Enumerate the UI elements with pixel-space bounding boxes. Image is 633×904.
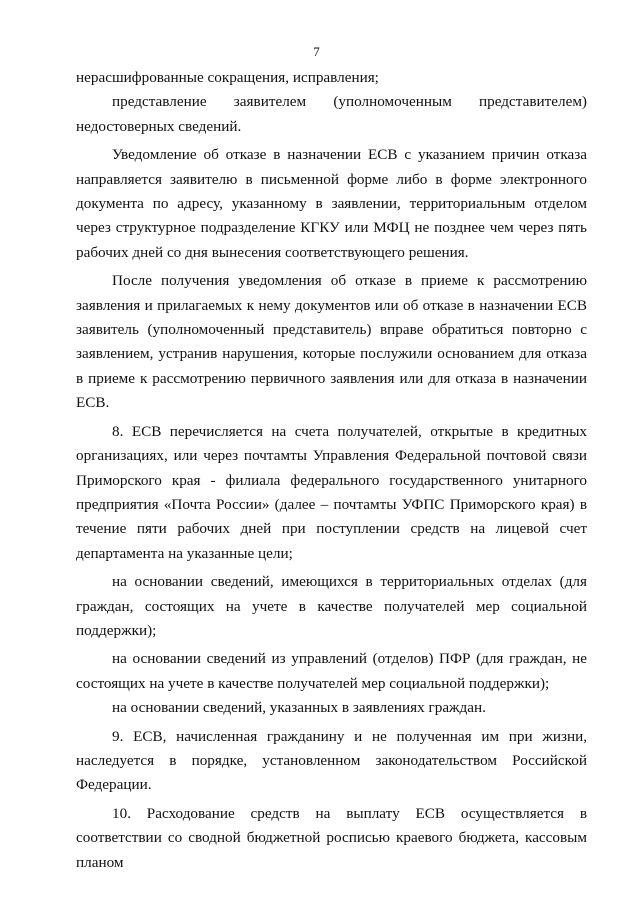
paragraph: Уведомление об отказе в назначении ЕСВ с указанием причин отказа направляется заявителю в письменной форме либо в форме электронного документа по адресу, указанному в заявлении, территориальным отделом через структурное подразделение КГКУ или МФЦ не позднее чем через пять рабочих дней со дня вынесения соответствующего решения. <box>76 146 587 261</box>
paragraph: нерасшифрованные сокращения, исправления; <box>76 69 379 86</box>
page-number: 7 <box>313 44 320 59</box>
paragraph: 8. ЕСВ перечисляется на счета получателей, открытые в кредитных организациях, или через почтамты Управления Федеральной почтовой связи Приморского края - филиала федерального государственного унитарного предприятия «Почта России» (далее – почтамты УФПС Приморского края) в течение пяти рабочих дней при поступлении средств на лицевой счет департамента на указанные цели; <box>76 422 587 562</box>
paragraph: на основании сведений из управлений (отделов) ПФР (для граждан, не состоящих на учете в качестве получателей мер социальной поддержки); <box>76 650 587 692</box>
paragraph: 10. Расходование средств на выплату ЕСВ осуществляется в соответствии со сводной бюджетной росписью краевого бюджета, кассовым планом <box>76 804 587 871</box>
paragraph: 9. ЕСВ, начисленная гражданину и не полученная им при жизни, наследуется в порядке, установленном законодательством Российской Федерации. <box>76 727 587 794</box>
paragraph: После получения уведомления об отказе в приеме к рассмотрению заявления и прилагаемых к нему документов или об отказе в назначении ЕСВ заявитель (уполномоченный представитель) вправе обратиться повторно с заявлением, устранив нарушения, которые послужили основанием для отказа в приеме к рассмотрению первичного заявления или для отказа в назначении ЕСВ. <box>76 272 587 412</box>
paragraph: представление заявителем (уполномоченным представителем) недостоверных сведений. <box>76 93 587 135</box>
document-body <box>76 66 587 875</box>
paragraph: на основании сведений, имеющихся в территориальных отделах (для граждан, состоящих на учете в качестве получателей мер социальной поддержки); <box>76 573 587 639</box>
paragraph: на основании сведений, указанных в заявлениях граждан. <box>112 699 486 717</box>
